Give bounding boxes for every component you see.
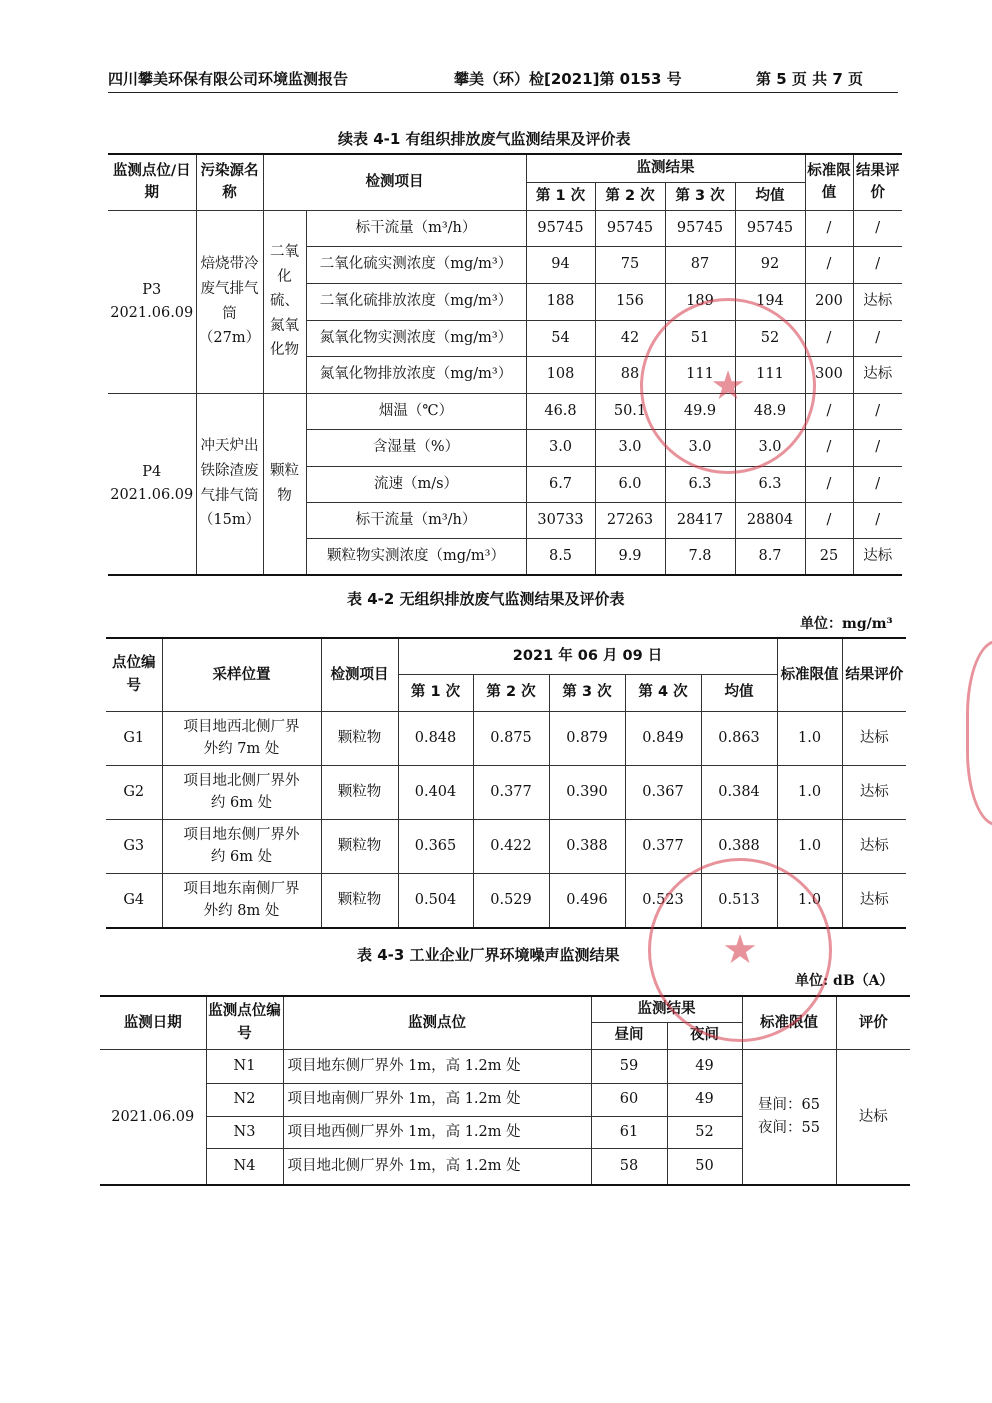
t1-header-r2: 第 2 次 (595, 182, 665, 210)
t1-header-r1: 第 1 次 (526, 182, 595, 210)
seal-stamp-edge (966, 640, 992, 826)
value-cell: 0.390 (549, 765, 625, 819)
star-icon: ★ (710, 363, 746, 409)
eval-cell: 达标 (853, 356, 902, 393)
value-cell: 156 (595, 283, 665, 320)
value-cell: 8.7 (735, 538, 805, 575)
t2-header-r3: 第 3 次 (549, 674, 625, 711)
page-indicator: 第 5 页 共 7 页 (756, 70, 863, 88)
limit-cell: 1.0 (777, 819, 842, 873)
company-name: 四川攀美环保有限公司环境监测报告 (108, 70, 349, 88)
table-row (106, 819, 906, 873)
eval-cell: / (853, 502, 902, 538)
eval-cell: / (853, 393, 902, 429)
value-cell: 0.529 (473, 873, 549, 928)
t1-header-results: 监测结果 (526, 154, 805, 182)
value-cell: 58 (591, 1148, 667, 1185)
pollutant-cell: 二氧化硫、氮氧化物 (263, 210, 306, 393)
item-cell: 烟温（℃） (306, 393, 526, 429)
item-cell: 二氧化硫排放浓度（mg/m³） (306, 283, 526, 320)
star-icon: ★ (722, 927, 758, 973)
value-cell: 95745 (595, 210, 665, 246)
value-cell: 0.377 (625, 819, 701, 873)
value-cell: 50.1 (595, 393, 665, 429)
t3-header-results: 监测结果 (591, 996, 742, 1022)
value-cell: 7.8 (665, 538, 735, 575)
value-cell: 0.404 (398, 765, 473, 819)
table-row (100, 1049, 910, 1083)
eval-cell: / (853, 210, 902, 246)
t2-header-r2: 第 2 次 (473, 674, 549, 711)
value-cell: 0.513 (701, 873, 777, 928)
limit-cell: / (805, 429, 853, 466)
date-cell: 2021.06.09 (100, 1049, 206, 1185)
value-cell: 3.0 (735, 429, 805, 466)
item-cell: 标干流量（m³/h） (306, 502, 526, 538)
site-id-cell: G2 (106, 765, 162, 819)
t2-header-date: 2021 年 06 月 09 日 (398, 638, 777, 674)
limit-cell: 200 (805, 283, 853, 320)
value-cell: 6.3 (665, 466, 735, 502)
eval-cell: / (853, 246, 902, 283)
limit-cell: / (805, 320, 853, 356)
value-cell: 0.422 (473, 819, 549, 873)
value-cell: 49 (667, 1083, 742, 1116)
source-cell: 冲天炉出铁除渣废气排气筒（15m） (196, 393, 263, 575)
value-cell: 30733 (526, 502, 595, 538)
value-cell: 189 (665, 283, 735, 320)
value-cell: 0.388 (549, 819, 625, 873)
location-cell: 项目地北侧厂界外 1m，高 1.2m 处 (283, 1148, 591, 1185)
item-cell: 含湿量（%） (306, 429, 526, 466)
value-cell: 46.8 (526, 393, 595, 429)
limit-cell: / (805, 466, 853, 502)
t1-header-eval: 结果评价 (853, 154, 902, 210)
value-cell: 6.3 (735, 466, 805, 502)
eval-cell: 达标 (853, 283, 902, 320)
t1-header-site: 监测点位/日期 (108, 154, 196, 210)
t2-header-site: 点位编号 (106, 638, 162, 711)
pollutant-cell: 颗粒物 (263, 393, 306, 575)
t3-header-limit: 标准限值 (742, 996, 836, 1049)
item-cell: 氮氧化物实测浓度（mg/m³） (306, 320, 526, 356)
value-cell: 48.9 (735, 393, 805, 429)
t3-header-location: 监测点位 (283, 996, 591, 1049)
t1-header-r3: 第 3 次 (665, 182, 735, 210)
value-cell: 3.0 (595, 429, 665, 466)
t2-header-r1: 第 1 次 (398, 674, 473, 711)
value-cell: 111 (735, 356, 805, 393)
value-cell: 51 (665, 320, 735, 356)
table1 (108, 153, 902, 576)
report-header (108, 66, 898, 93)
t1-header-item: 检测项目 (263, 154, 526, 210)
value-cell: 6.7 (526, 466, 595, 502)
limit-cell: / (805, 393, 853, 429)
value-cell: 95745 (665, 210, 735, 246)
value-cell: 0.848 (398, 711, 473, 765)
value-cell: 50 (667, 1148, 742, 1185)
limit-cell: 1.0 (777, 711, 842, 765)
table3-caption: 表 4-3 工业企业厂界环境噪声监测结果 (357, 946, 620, 964)
table-row (106, 765, 906, 819)
eval-cell: / (853, 320, 902, 356)
eval-cell: / (853, 429, 902, 466)
value-cell: 3.0 (665, 429, 735, 466)
t2-header-r4: 第 4 次 (625, 674, 701, 711)
item-cell: 氮氧化物排放浓度（mg/m³） (306, 356, 526, 393)
t2-header-eval: 结果评价 (842, 638, 906, 711)
value-cell: 0.384 (701, 765, 777, 819)
item-cell: 颗粒物 (321, 819, 398, 873)
eval-cell: 达标 (842, 873, 906, 928)
t2-header-item: 检测项目 (321, 638, 398, 711)
value-cell: 188 (526, 283, 595, 320)
value-cell: 95745 (735, 210, 805, 246)
site-id-cell: G1 (106, 711, 162, 765)
location-cell: 项目地西北侧厂界 外约 7m 处 (162, 711, 321, 765)
t2-header-limit: 标准限值 (777, 638, 842, 711)
value-cell: 88 (595, 356, 665, 393)
value-cell: 87 (665, 246, 735, 283)
location-cell: 项目地东南侧厂界 外约 8m 处 (162, 873, 321, 928)
value-cell: 52 (667, 1116, 742, 1148)
t3-header-night: 夜间 (667, 1022, 742, 1049)
value-cell: 0.863 (701, 711, 777, 765)
table2-unit: 单位：mg/m³ (800, 616, 893, 632)
limit-cell: 1.0 (777, 873, 842, 928)
value-cell: 6.0 (595, 466, 665, 502)
value-cell: 0.377 (473, 765, 549, 819)
t1-header-source: 污染源名称 (196, 154, 263, 210)
value-cell: 0.388 (701, 819, 777, 873)
item-cell: 颗粒物 (321, 711, 398, 765)
value-cell: 28804 (735, 502, 805, 538)
value-cell: 0.496 (549, 873, 625, 928)
value-cell: 59 (591, 1049, 667, 1083)
value-cell: 54 (526, 320, 595, 356)
t1-header-avg: 均值 (735, 182, 805, 210)
item-cell: 标干流量（m³/h） (306, 210, 526, 246)
value-cell: 0.875 (473, 711, 549, 765)
value-cell: 0.365 (398, 819, 473, 873)
site-id-cell: N2 (206, 1083, 283, 1116)
t1-header-limit: 标准限值 (805, 154, 853, 210)
site-id-cell: N3 (206, 1116, 283, 1148)
table2-caption: 表 4-2 无组织排放废气监测结果及评价表 (347, 590, 625, 608)
location-cell: 项目地东侧厂界外 约 6m 处 (162, 819, 321, 873)
item-cell: 颗粒物实测浓度（mg/m³） (306, 538, 526, 575)
item-cell: 颗粒物 (321, 765, 398, 819)
value-cell: 0.504 (398, 873, 473, 928)
value-cell: 8.5 (526, 538, 595, 575)
item-cell: 二氧化硫实测浓度（mg/m³） (306, 246, 526, 283)
site-id-cell: N4 (206, 1148, 283, 1185)
location-cell: 项目地南侧厂界外 1m，高 1.2m 处 (283, 1083, 591, 1116)
site-id-cell: G4 (106, 873, 162, 928)
item-cell: 颗粒物 (321, 873, 398, 928)
table-row (106, 711, 906, 765)
limit-cell: 300 (805, 356, 853, 393)
value-cell: 42 (595, 320, 665, 356)
table3-unit: 单位: dB（A） (795, 973, 894, 989)
limit-cell: 1.0 (777, 765, 842, 819)
t2-header-avg: 均值 (701, 674, 777, 711)
limit-cell: / (805, 502, 853, 538)
table2 (106, 637, 906, 929)
value-cell: 0.879 (549, 711, 625, 765)
value-cell: 60 (591, 1083, 667, 1116)
value-cell: 75 (595, 246, 665, 283)
value-cell: 95745 (526, 210, 595, 246)
eval-cell: 达标 (853, 538, 902, 575)
item-cell: 流速（m/s） (306, 466, 526, 502)
table3 (100, 995, 910, 1186)
value-cell: 0.849 (625, 711, 701, 765)
table-row (106, 873, 906, 928)
limit-cell: / (805, 210, 853, 246)
site-cell: P3 2021.06.09 (108, 210, 196, 393)
location-cell: 项目地东侧厂界外 1m，高 1.2m 处 (283, 1049, 591, 1083)
value-cell: 194 (735, 283, 805, 320)
value-cell: 111 (665, 356, 735, 393)
table-row (108, 210, 902, 246)
site-cell: P4 2021.06.09 (108, 393, 196, 575)
t3-header-id: 监测点位编号 (206, 996, 283, 1049)
value-cell: 0.523 (625, 873, 701, 928)
location-cell: 项目地北侧厂界外 约 6m 处 (162, 765, 321, 819)
eval-cell: / (853, 466, 902, 502)
value-cell: 27263 (595, 502, 665, 538)
value-cell: 92 (735, 246, 805, 283)
value-cell: 108 (526, 356, 595, 393)
value-cell: 9.9 (595, 538, 665, 575)
value-cell: 52 (735, 320, 805, 356)
t3-header-day: 昼间 (591, 1022, 667, 1049)
location-cell: 项目地西侧厂界外 1m，高 1.2m 处 (283, 1116, 591, 1148)
value-cell: 0.367 (625, 765, 701, 819)
value-cell: 94 (526, 246, 595, 283)
source-cell: 焙烧带冷废气排气筒（27m） (196, 210, 263, 393)
value-cell: 3.0 (526, 429, 595, 466)
value-cell: 28417 (665, 502, 735, 538)
value-cell: 49.9 (665, 393, 735, 429)
eval-cell: 达标 (842, 765, 906, 819)
value-cell: 61 (591, 1116, 667, 1148)
report-number: 攀美（环）检[2021]第 0153 号 (454, 70, 682, 88)
limit-cell: 25 (805, 538, 853, 575)
site-id-cell: N1 (206, 1049, 283, 1083)
eval-cell: 达标 (842, 819, 906, 873)
site-id-cell: G3 (106, 819, 162, 873)
value-cell: 49 (667, 1049, 742, 1083)
eval-cell: 达标 (842, 711, 906, 765)
t3-header-eval: 评价 (836, 996, 910, 1049)
limit-cell: / (805, 246, 853, 283)
t2-header-location: 采样位置 (162, 638, 321, 711)
table1-caption: 续表 4-1 有组织排放废气监测结果及评价表 (338, 130, 631, 148)
eval-cell: 达标 (836, 1049, 910, 1185)
limit-cell: 昼间：65 夜间：55 (742, 1049, 836, 1185)
table-row (108, 393, 902, 429)
t3-header-date: 监测日期 (100, 996, 206, 1049)
